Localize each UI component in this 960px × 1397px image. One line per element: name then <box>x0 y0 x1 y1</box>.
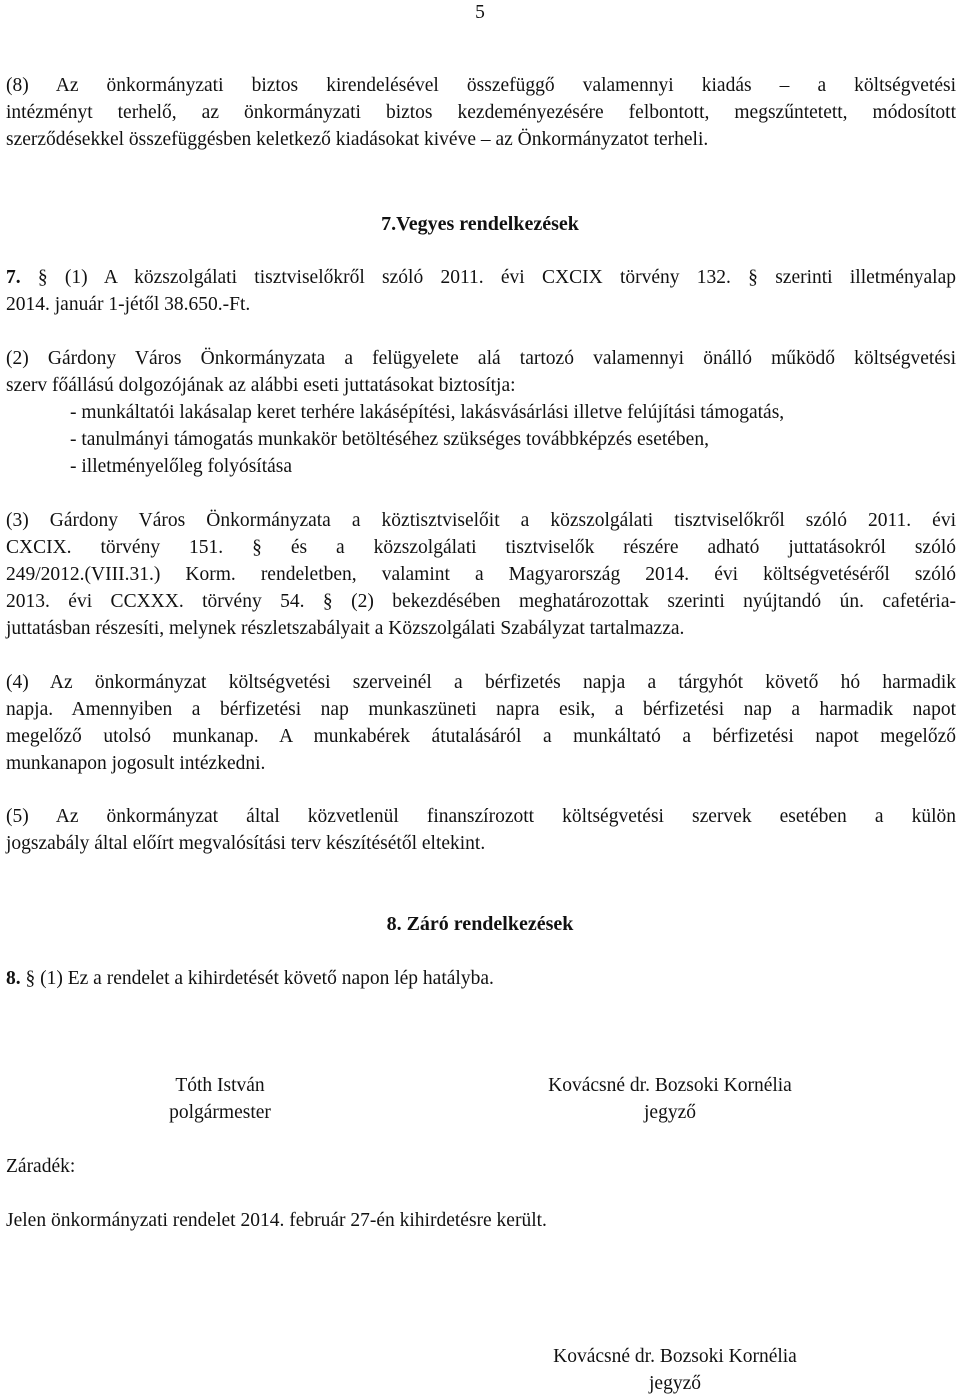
notary-name: Kovácsné dr. Bozsoki Kornélia <box>548 1075 792 1096</box>
page-number: 5 <box>475 2 485 23</box>
section-7-paragraph-3-line-1: (3) Gárdony Város Önkormányzata a köztisztviselőit a közszolgálati tisztviselőkről szóló 2011. évi <box>6 510 956 531</box>
section-7-paragraph-4 <box>6 669 956 777</box>
section-7-paragraph-2 <box>6 345 956 480</box>
clause-text: Jelen önkormányzati rendelet 2014. február 27-én kihirdetésre került. <box>6 1210 547 1231</box>
paragraph-8-line-1: (8) Az önkormányzati biztos kirendelésével összefüggő valamennyi kiadás – a költségvetési <box>6 75 956 96</box>
section-7-paragraph-3-line-3: 249/2012.(VIII.31.) Korm. rendeletben, valamint a Magyarország 2014. évi költségvetéséről szóló <box>6 564 956 585</box>
section-7-number: 7. <box>6 267 21 288</box>
mayor-signature <box>130 1072 310 1126</box>
final-signature-name: Kovácsné dr. Bozsoki Kornélia <box>553 1346 797 1367</box>
section-7-paragraph-2-line-2: szerv főállású dolgozójának az alábbi eseti juttatásokat biztosítja: <box>6 375 516 396</box>
section-8-number: 8. <box>6 968 21 989</box>
section-7-paragraph-5-line-2: jogszabály által előírt megvalósítási terv készítésétől eltekint. <box>6 833 486 854</box>
section-7-paragraph-3-line-2: CXCIX. törvény 151. § és a közszolgálati tisztviselők részére adható juttatásokról szóló <box>6 537 956 558</box>
mayor-name: Tóth István <box>175 1075 265 1096</box>
section-8-heading: 8. Záró rendelkezések <box>386 913 574 935</box>
section-7-paragraph-4-line-1: (4) Az önkormányzat költségvetési szerveinél a bérfizetés napja a tárgyhót követő hó harmadik <box>6 672 956 693</box>
section-7-paragraph-3-line-5: juttatásban részesíti, melynek részletszabályait a Közszolgálati Szabályzat tartalmazza. <box>6 618 685 639</box>
section-7-paragraph-3-line-4: 2013. évi CCXXX. törvény 54. § (2) bekezdésében meghatározottak szerinti nyújtandó ún. cafetéria- <box>6 591 956 612</box>
section-7-paragraph-1-line-1 <box>6 264 956 291</box>
section-7-paragraph-1-line-2: 2014. január 1-jétől 38.650.-Ft. <box>6 294 251 315</box>
benefit-list-item: - illetményelőleg folyósítása <box>70 456 293 477</box>
section-7-paragraph-1 <box>6 264 956 318</box>
clause-label: Záradék: <box>6 1156 76 1177</box>
section-7-paragraph-4-line-2: napja. Amennyiben a bérfizetési nap munkaszüneti napra esik, a bérfizetési nap a harmadik napot <box>6 699 956 720</box>
final-signature <box>505 1343 845 1397</box>
paragraph-8-line-3: szerződésekkel összefüggésben keletkező kiadásokat kivéve – az Önkormányzatot terheli. <box>6 129 709 150</box>
section-7-heading: 7.Vegyes rendelkezések <box>381 213 579 235</box>
benefit-list-item: - tanulmányi támogatás munkakör betöltéséhez szükséges továbbképzés esetében, <box>70 429 709 450</box>
section-7-paragraph-1-text: § (1) A közszolgálati tisztviselőkről szóló 2011. évi CXCIX törvény 132. § szerinti illetményalap <box>20 267 956 288</box>
paragraph-8 <box>6 72 956 153</box>
notary-signature <box>500 1072 840 1126</box>
section-8-paragraph-1-text: § (1) Ez a rendelet a kihirdetését követő napon lép hatályba. <box>20 968 494 989</box>
mayor-title: polgármester <box>169 1102 271 1123</box>
section-7-paragraph-5-line-1: (5) Az önkormányzat által közvetlenül finanszírozott költségvetési szervek esetében a külön <box>6 806 956 827</box>
paragraph-8-line-2: intézményt terhelő, az önkormányzati biztos kezdeményezésére felbontott, megszűntetett, módosított <box>6 102 956 123</box>
section-7-paragraph-5 <box>6 803 956 857</box>
notary-title: jegyző <box>644 1102 696 1123</box>
section-7-paragraph-2-line-1: (2) Gárdony Város Önkormányzata a felügyelete alá tartozó valamennyi önálló működő költségvetési <box>6 348 956 369</box>
benefit-list-item: - munkáltatói lakásalap keret terhére lakásépítési, lakásvásárlási illetve felújítási támogatás, <box>70 402 785 423</box>
section-7-paragraph-4-line-4: munkanapon jogosult intézkedni. <box>6 753 266 774</box>
section-8-paragraph-1 <box>6 965 956 992</box>
final-signature-title: jegyző <box>649 1373 701 1394</box>
section-7-paragraph-4-line-3: megelőző utolsó munkanap. A munkabérek átutalásáról a munkáltató a bérfizetési napot megelőző <box>6 726 956 747</box>
section-7-paragraph-3 <box>6 507 956 642</box>
